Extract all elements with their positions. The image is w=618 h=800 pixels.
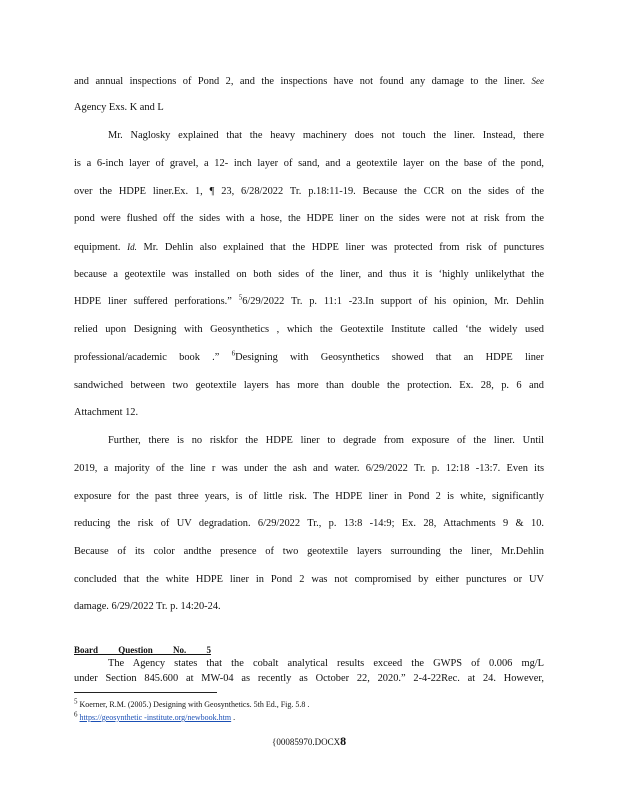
- footnote-separator: [74, 692, 217, 693]
- paragraph-2-line-5: [74, 240, 544, 255]
- paragraph-1-line-1: [74, 74, 544, 89]
- footnote-ref[interactable]: 6: [231, 349, 236, 358]
- footnote-number: 5: [74, 697, 78, 706]
- board-question-line-2: under Section 845.600 at MW-04 as recently as October 22, 2020.” 2-4-22Rec. at 24. However,: [74, 673, 544, 684]
- citation-signal: See: [531, 76, 545, 86]
- text-run: professional/academic book .”: [74, 352, 220, 363]
- footnote-5: [74, 697, 310, 709]
- footnote-number: 6: [74, 710, 78, 719]
- citation-signal: Id.: [127, 242, 137, 252]
- paragraph-2-line-10: sandwiched between two geotextile layers has more than double the protection. Ex. 28, p. 6 and: [74, 380, 544, 391]
- paragraph-2-line-7: [74, 295, 544, 309]
- paragraph-3-line-1: Further, there is no riskfor the HDPE liner to degrade from exposure of the liner. Until: [108, 435, 544, 446]
- text-run: 6/29/2022 Tr. p. 11:1 -23.In support of his opinion, Mr. Dehlin: [242, 296, 544, 307]
- footnote-link[interactable]: https://geosynthetic -institute.org/newbook.htm: [79, 713, 232, 722]
- footnote-text: Koerner, R.M. (2005.) Designing with Geosynthetics. 5th Ed., Fig. 5.8 .: [79, 700, 310, 709]
- paragraph-2-line-8: relied upon Designing with Geosynthetics , which the Geotextile Institute called ‘the widely used: [74, 324, 544, 335]
- text-run: HDPE liner suffered perforations.”: [74, 296, 232, 307]
- board-question-line-1: The Agency states that the cobalt analytical results exceed the GWPS of 0.006 mg/L: [108, 658, 544, 669]
- paragraph-3-line-6: concluded that the white HDPE liner in Pond 2 was not compromised by either punctures or UV: [74, 574, 544, 585]
- paragraph-2-line-11: Attachment 12.: [74, 407, 139, 418]
- paragraph-3-line-4: reducing the risk of UV degradation. 6/29/2022 Tr., p. 13:8 -14:9; Ex. 28, Attachments 9 & 10.: [74, 518, 544, 529]
- paragraph-3-line-2: 2019, a majority of the line r was under the ash and water. 6/29/2022 Tr. p. 12:18 -13:7. Even its: [74, 463, 544, 474]
- footnote-text: .: [233, 713, 236, 722]
- page-footer: [272, 734, 346, 749]
- board-question-heading: Board Question No. 5: [74, 645, 212, 655]
- text-run: and annual inspections of Pond 2, and the inspections have not found any damage to the liner.: [74, 76, 526, 87]
- paragraph-2-line-4: pond were flushed off the sides with a hose, the HDPE liner on the sides were not at risk from the: [74, 213, 544, 224]
- page-number: 8: [340, 734, 347, 748]
- paragraph-2-line-9: [74, 351, 544, 365]
- paragraph-2-line-1: Mr. Naglosky explained that the heavy machinery does not touch the liner. Instead, there: [108, 130, 544, 141]
- paragraph-3-line-7: damage. 6/29/2022 Tr. p. 14:20-24.: [74, 601, 221, 612]
- text-run: Designing with Geosynthetics showed that an HDPE liner: [235, 352, 544, 363]
- paragraph-2-line-2: is a 6-inch layer of gravel, a 12- inch layer of sand, and a geotextile layer on the base of the pond,: [74, 158, 544, 169]
- paragraph-2-line-3: over the HDPE liner.Ex. 1, ¶ 23, 6/28/2022 Tr. p.18:11-19. Because the CCR on the sides of the: [74, 186, 544, 197]
- paragraph-2-line-6: because a geotextile was installed on both sides of the liner, and thus it is ‘highly unlikelythat the: [74, 269, 544, 280]
- paragraph-1-line-2: Agency Exs. K and L: [74, 102, 164, 113]
- paragraph-3-line-3: exposure for the past three years, is of little risk. The HDPE liner in Pond 2 is white, significantly: [74, 491, 544, 502]
- text-run: Mr. Dehlin also explained that the HDPE liner was protected from risk of punctures: [143, 242, 544, 253]
- footnote-ref[interactable]: 5: [238, 293, 243, 302]
- footnote-6: [74, 710, 236, 722]
- document-id: {00085970.DOCX: [272, 737, 341, 747]
- text-run: equipment.: [74, 242, 121, 253]
- paragraph-3-line-5: Because of its color andthe presence of two geotextile layers surrounding the liner, Mr.Dehlin: [74, 546, 544, 557]
